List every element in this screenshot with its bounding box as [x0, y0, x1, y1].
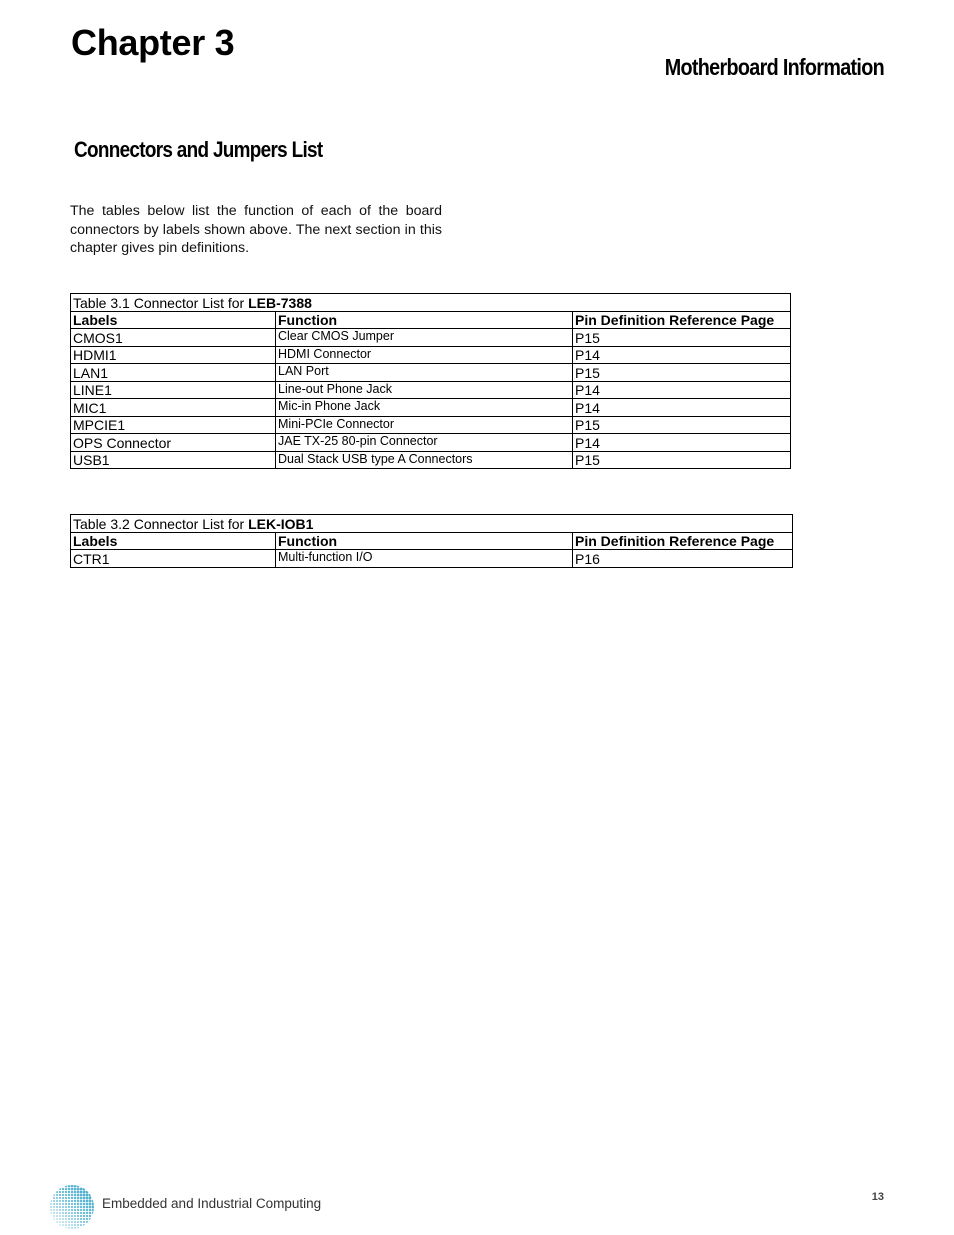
cell-label: OPS Connector: [71, 434, 276, 452]
connector-table-2: [70, 514, 793, 568]
intro-paragraph: The tables below list the function of each of the board connectors by labels shown above. The next section in this chapter gives pin definitions.: [70, 203, 442, 257]
cell-label: USB1: [71, 451, 276, 469]
header-function: Function: [276, 311, 573, 329]
table-row: [71, 434, 791, 452]
cell-function: Line-out Phone Jack: [276, 381, 573, 399]
table-caption-model: LEK-IOB1: [248, 515, 314, 532]
table-caption-prefix: Table 3.2 Connector List for: [73, 515, 249, 532]
cell-page: P15: [573, 416, 791, 434]
table-row: [71, 416, 791, 434]
table-row: [71, 399, 791, 417]
cell-label: LINE1: [71, 381, 276, 399]
cell-function: Dual Stack USB type A Connectors: [276, 451, 573, 469]
table-row: [71, 381, 791, 399]
table-row: [71, 329, 791, 347]
cell-page: P14: [573, 381, 791, 399]
table-caption: [71, 294, 791, 312]
table-caption: [71, 515, 793, 533]
cell-page: P16: [573, 550, 793, 568]
cell-label: MPCIE1: [71, 416, 276, 434]
cell-function: JAE TX-25 80-pin Connector: [276, 434, 573, 452]
cell-label: CMOS1: [71, 329, 276, 347]
chapter-title: Chapter 3: [71, 22, 235, 63]
table-caption-prefix: Table 3.1 Connector List for: [73, 294, 249, 311]
header-reference-page: Pin Definition Reference Page: [573, 532, 793, 550]
section-title: Motherboard Information: [664, 54, 884, 80]
cell-page: P15: [573, 451, 791, 469]
cell-page: P14: [573, 399, 791, 417]
cell-label: CTR1: [71, 550, 276, 568]
table-caption-model: LEB-7388: [248, 294, 312, 311]
cell-page: P14: [573, 434, 791, 452]
cell-label: HDMI1: [71, 346, 276, 364]
cell-function: Mini-PCIe Connector: [276, 416, 573, 434]
cell-page: P15: [573, 329, 791, 347]
table-row: [71, 451, 791, 469]
header-reference-page: Pin Definition Reference Page: [573, 311, 791, 329]
cell-function: HDMI Connector: [276, 346, 573, 364]
cell-function: Mic-in Phone Jack: [276, 399, 573, 417]
page-number: 13: [871, 1191, 884, 1203]
cell-label: MIC1: [71, 399, 276, 417]
subsection-title: Connectors and Jumpers List: [74, 137, 323, 162]
table-row: [71, 346, 791, 364]
table-header-row: [71, 311, 791, 329]
cell-function: Clear CMOS Jumper: [276, 329, 573, 347]
table-row: [71, 550, 793, 568]
cell-function: Multi-function I/O: [276, 550, 573, 568]
header-labels: Labels: [71, 532, 276, 550]
globe-logo-icon: [48, 1183, 96, 1231]
table-row: [71, 364, 791, 382]
footer-tagline: Embedded and Industrial Computing: [102, 1196, 322, 1211]
table-header-row: [71, 532, 793, 550]
header-function: Function: [276, 532, 573, 550]
cell-label: LAN1: [71, 364, 276, 382]
cell-page: P15: [573, 364, 791, 382]
header-labels: Labels: [71, 311, 276, 329]
cell-function: LAN Port: [276, 364, 573, 382]
connector-table-1: [70, 293, 791, 469]
cell-page: P14: [573, 346, 791, 364]
